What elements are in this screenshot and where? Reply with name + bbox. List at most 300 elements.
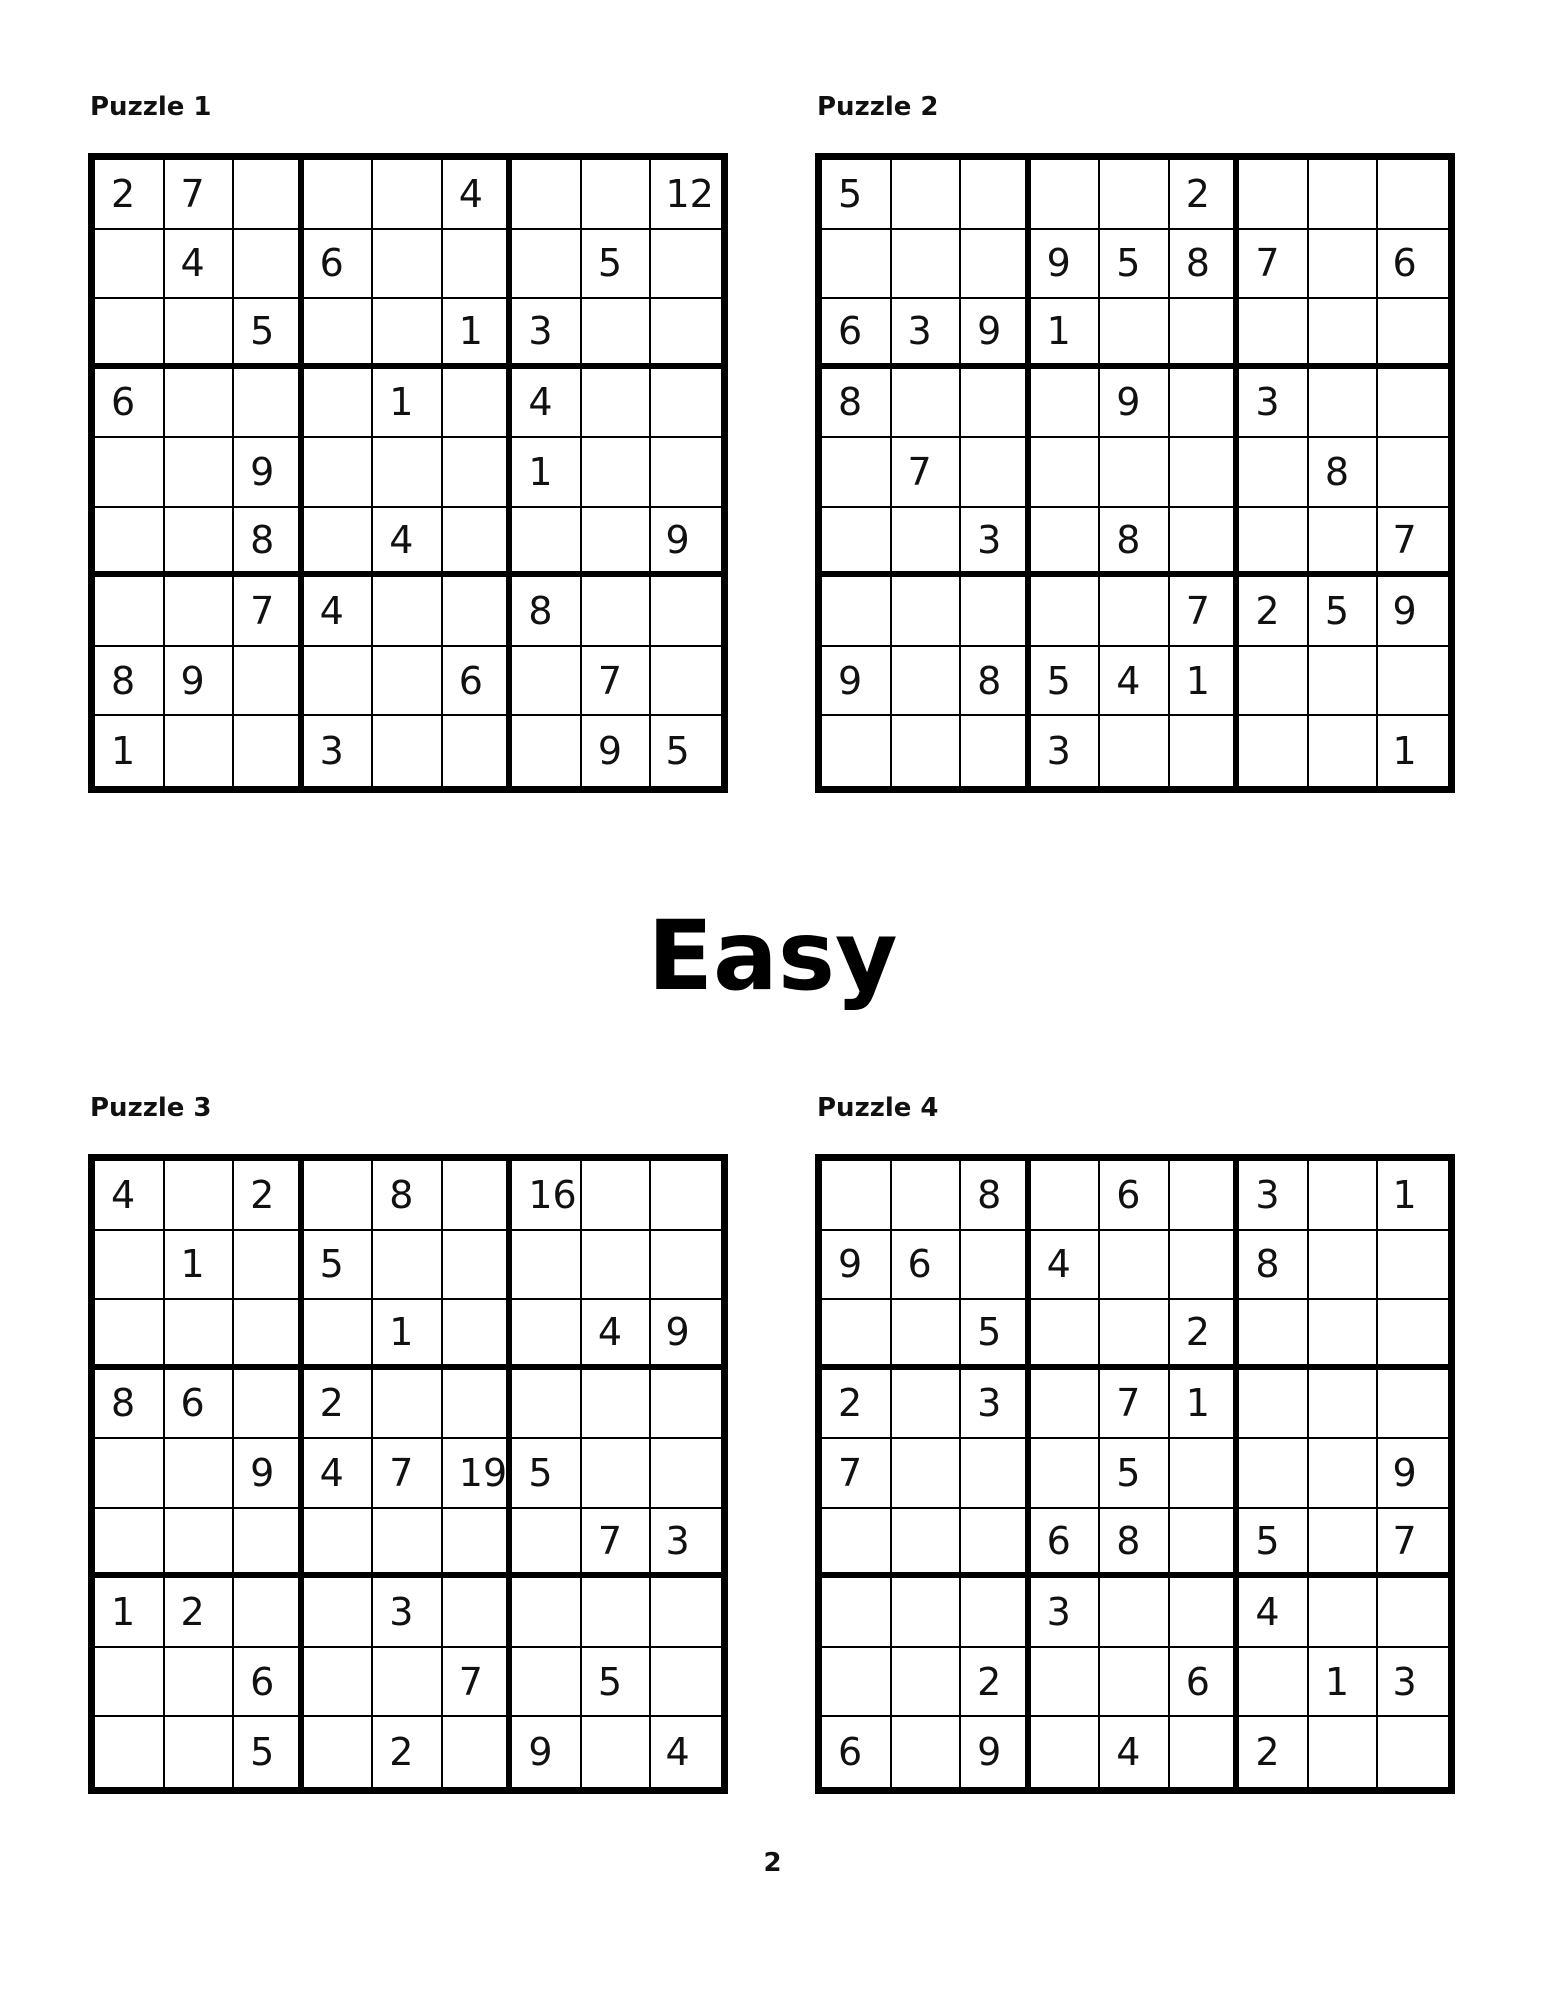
sudoku-cell xyxy=(1309,369,1379,439)
sudoku-cell xyxy=(443,1370,513,1440)
sudoku-cell xyxy=(1031,369,1101,439)
cell-digit: 5 xyxy=(1255,1518,1280,1563)
sudoku-cell xyxy=(165,1231,235,1301)
cell-digit: 1 xyxy=(389,1309,414,1354)
puzzle-label: Puzzle 3 xyxy=(90,1093,212,1123)
sudoku-cell xyxy=(1239,369,1309,439)
sudoku-cell xyxy=(1378,508,1448,578)
sudoku-cell xyxy=(1100,577,1170,647)
sudoku-cell xyxy=(1239,716,1309,786)
cell-digit: 3 xyxy=(319,729,344,774)
sudoku-cell xyxy=(165,230,235,300)
sudoku-cell xyxy=(892,508,962,578)
cell-digit: 3 xyxy=(977,517,1002,562)
cell-digit: 5 xyxy=(977,1309,1002,1354)
sudoku-cell xyxy=(1309,508,1379,578)
sudoku-cell xyxy=(373,508,443,578)
cell-digit: 2 xyxy=(111,171,136,216)
sudoku-cell xyxy=(512,508,582,578)
sudoku-cell xyxy=(822,1648,892,1718)
cell-digit: 5 xyxy=(1116,1450,1141,1495)
sudoku-cell xyxy=(1239,1300,1309,1370)
sudoku-cell xyxy=(961,716,1031,786)
sudoku-cell xyxy=(1170,1578,1240,1648)
sudoku-cell xyxy=(961,577,1031,647)
sudoku-cell xyxy=(1100,1717,1170,1787)
cell-digit: 9 xyxy=(1392,589,1417,634)
sudoku-cell xyxy=(304,1439,374,1509)
sudoku-cell xyxy=(1031,299,1101,369)
sudoku-cell xyxy=(651,1648,721,1718)
sudoku-cell xyxy=(234,369,304,439)
sudoku-cell xyxy=(95,508,165,578)
sudoku-cell xyxy=(651,1300,721,1370)
sudoku-cell xyxy=(582,1648,652,1718)
cell-digit: 8 xyxy=(389,1172,414,1217)
sudoku-cell xyxy=(1100,1161,1170,1231)
sudoku-cell xyxy=(1309,230,1379,300)
sudoku-cell xyxy=(1309,716,1379,786)
sudoku-cell xyxy=(1378,438,1448,508)
sudoku-cell xyxy=(1239,230,1309,300)
cell-digit: 2 xyxy=(977,1659,1002,1704)
sudoku-cell xyxy=(1309,299,1379,369)
sudoku-cell xyxy=(304,1300,374,1370)
sudoku-cell xyxy=(1309,438,1379,508)
sudoku-grid xyxy=(88,1154,728,1794)
sudoku-cell xyxy=(1378,1300,1448,1370)
sudoku-cell xyxy=(1100,716,1170,786)
sudoku-cell xyxy=(1239,1717,1309,1787)
sudoku-cell xyxy=(234,160,304,230)
sudoku-cell xyxy=(165,1648,235,1718)
sudoku-cell xyxy=(822,438,892,508)
sudoku-cell xyxy=(651,1717,721,1787)
puzzle-label: Puzzle 2 xyxy=(817,92,939,122)
puzzle-label: Puzzle 1 xyxy=(90,92,212,122)
sudoku-cell xyxy=(1309,1231,1379,1301)
sudoku-cell xyxy=(892,647,962,717)
sudoku-cell xyxy=(822,508,892,578)
sudoku-cell xyxy=(234,1578,304,1648)
sudoku-cell xyxy=(165,508,235,578)
sudoku-cell xyxy=(1170,160,1240,230)
sudoku-cell xyxy=(443,1648,513,1718)
sudoku-cell xyxy=(304,369,374,439)
sudoku-cell xyxy=(165,1439,235,1509)
sudoku-cell xyxy=(234,299,304,369)
sudoku-grid xyxy=(815,153,1455,793)
cell-digit: 1 xyxy=(1046,308,1071,353)
cell-digit: 9 xyxy=(838,1242,863,1287)
sudoku-cell xyxy=(512,160,582,230)
sudoku-cell xyxy=(1031,1231,1101,1301)
sudoku-cell xyxy=(1031,160,1101,230)
cell-digit: 5 xyxy=(1324,589,1350,634)
sudoku-cell xyxy=(1309,1439,1379,1509)
sudoku-cell xyxy=(651,508,721,578)
sudoku-cell xyxy=(234,230,304,300)
sudoku-cell xyxy=(1170,1370,1240,1440)
sudoku-cell xyxy=(304,1717,374,1787)
cell-digit: 7 xyxy=(1185,589,1210,634)
sudoku-cell xyxy=(822,230,892,300)
sudoku-cell xyxy=(443,508,513,578)
cell-digit: 9 xyxy=(665,517,690,562)
cell-digit: 3 xyxy=(528,308,553,353)
sudoku-cell xyxy=(443,1161,513,1231)
sudoku-cell xyxy=(651,160,721,230)
cell-digit: 5 xyxy=(250,308,275,353)
sudoku-cell xyxy=(443,230,513,300)
cell-digit: 6 xyxy=(1046,1518,1071,1563)
cell-digit: 8 xyxy=(1185,241,1210,286)
sudoku-cell xyxy=(1309,1300,1379,1370)
sudoku-cell xyxy=(822,369,892,439)
sudoku-cell xyxy=(1031,577,1101,647)
sudoku-cell xyxy=(373,1231,443,1301)
sudoku-cell xyxy=(234,1509,304,1579)
cell-digit: 7 xyxy=(389,1450,414,1495)
cell-digit: 4 xyxy=(1046,1242,1071,1287)
sudoku-cell xyxy=(443,716,513,786)
cell-digit: 8 xyxy=(1324,449,1350,494)
sudoku-cell xyxy=(582,438,652,508)
sudoku-cell xyxy=(512,230,582,300)
sudoku-cell xyxy=(165,1370,235,1440)
cell-digit: 5 xyxy=(597,1659,623,1704)
sudoku-cell xyxy=(582,369,652,439)
sudoku-cell xyxy=(95,1578,165,1648)
cell-digit: 3 xyxy=(389,1590,414,1635)
sudoku-cell xyxy=(1031,230,1101,300)
sudoku-cell xyxy=(961,1578,1031,1648)
sudoku-cell xyxy=(1170,1509,1240,1579)
sudoku-cell xyxy=(1100,647,1170,717)
cell-digit: 3 xyxy=(665,1518,690,1563)
sudoku-cell xyxy=(651,438,721,508)
cell-digit: 6 xyxy=(838,1730,863,1775)
sudoku-cell xyxy=(1031,1717,1101,1787)
cell-digit: 7 xyxy=(458,1659,483,1704)
cell-digit: 4 xyxy=(665,1730,690,1775)
cell-digit: 5 xyxy=(1046,658,1071,703)
cell-digit: 9 xyxy=(838,658,863,703)
sudoku-cell xyxy=(1239,1648,1309,1718)
sudoku-cell xyxy=(234,1648,304,1718)
sudoku-cell xyxy=(582,647,652,717)
sudoku-cell xyxy=(95,1370,165,1440)
sudoku-cell xyxy=(961,230,1031,300)
sudoku-cell xyxy=(373,1578,443,1648)
cell-digit: 6 xyxy=(1392,241,1417,286)
sudoku-cell xyxy=(512,299,582,369)
sudoku-cell xyxy=(1170,1648,1240,1718)
cell-digit: 9 xyxy=(665,1309,690,1354)
sudoku-cell xyxy=(373,1161,443,1231)
sudoku-cell xyxy=(822,1161,892,1231)
cell-digit: 7 xyxy=(597,1518,623,1563)
sudoku-cell xyxy=(95,438,165,508)
sudoku-cell xyxy=(373,160,443,230)
sudoku-cell xyxy=(234,1717,304,1787)
sudoku-cell xyxy=(961,1717,1031,1787)
cell-digit: 7 xyxy=(1392,1518,1417,1563)
sudoku-cell xyxy=(373,1300,443,1370)
cell-digit: 4 xyxy=(180,241,205,286)
cell-digit: 2 xyxy=(180,1590,205,1635)
sudoku-cell xyxy=(443,369,513,439)
sudoku-cell xyxy=(165,1717,235,1787)
cell-digit: 8 xyxy=(111,658,136,703)
cell-digit: 7 xyxy=(1392,517,1417,562)
sudoku-cell xyxy=(822,299,892,369)
cell-digit: 1 xyxy=(1392,1172,1417,1217)
sudoku-cell xyxy=(1309,647,1379,717)
sudoku-cell xyxy=(165,1578,235,1648)
sudoku-cell xyxy=(373,1717,443,1787)
sudoku-cell xyxy=(1100,438,1170,508)
sudoku-cell xyxy=(822,1439,892,1509)
cell-digit: 8 xyxy=(250,517,275,562)
sudoku-cell xyxy=(1031,1439,1101,1509)
cell-digit: 1 xyxy=(111,1590,136,1635)
cell-digit: 6 xyxy=(180,1381,205,1426)
cell-digit: 9 xyxy=(977,1730,1002,1775)
sudoku-cell xyxy=(512,1300,582,1370)
sudoku-cell xyxy=(651,647,721,717)
sudoku-cell xyxy=(892,1231,962,1301)
sudoku-cell xyxy=(1309,1161,1379,1231)
sudoku-cell xyxy=(892,1300,962,1370)
cell-digit: 6 xyxy=(907,1242,932,1287)
sudoku-cell xyxy=(443,1300,513,1370)
sudoku-cell xyxy=(582,299,652,369)
sudoku-cell xyxy=(95,1300,165,1370)
sudoku-cell xyxy=(892,1439,962,1509)
sudoku-cell xyxy=(95,299,165,369)
sudoku-cell xyxy=(1378,299,1448,369)
cell-digit: 3 xyxy=(977,1381,1002,1426)
sudoku-cell xyxy=(1239,299,1309,369)
sudoku-cell xyxy=(582,1231,652,1301)
cell-digit: 4 xyxy=(597,1309,623,1354)
sudoku-cell xyxy=(304,230,374,300)
cell-digit: 4 xyxy=(1116,1730,1141,1775)
sudoku-cell xyxy=(1100,160,1170,230)
sudoku-cell xyxy=(1239,1231,1309,1301)
sudoku-cell xyxy=(165,369,235,439)
sudoku-cell xyxy=(1239,438,1309,508)
sudoku-cell xyxy=(1309,1717,1379,1787)
sudoku-cell xyxy=(512,1161,582,1231)
sudoku-cell xyxy=(1309,160,1379,230)
sudoku-cell xyxy=(512,1370,582,1440)
sudoku-cell xyxy=(582,577,652,647)
cell-digit: 8 xyxy=(977,658,1002,703)
sudoku-cell xyxy=(1031,1509,1101,1579)
cell-digit: 9 xyxy=(250,449,275,494)
sudoku-cell xyxy=(512,438,582,508)
cell-digit: 4 xyxy=(319,1450,344,1495)
sudoku-cell xyxy=(95,230,165,300)
sudoku-cell xyxy=(165,299,235,369)
cell-digit: 3 xyxy=(1046,1590,1071,1635)
cell-digit: 1 xyxy=(528,449,553,494)
sudoku-cell xyxy=(892,1648,962,1718)
sudoku-cell xyxy=(582,160,652,230)
sudoku-cell xyxy=(651,577,721,647)
cell-digit: 8 xyxy=(977,1172,1002,1217)
cell-digit: 3 xyxy=(1255,380,1280,425)
sudoku-cell xyxy=(651,230,721,300)
sudoku-cell xyxy=(651,716,721,786)
cell-digit: 2 xyxy=(838,1381,863,1426)
sudoku-cell xyxy=(304,160,374,230)
sudoku-cell xyxy=(961,438,1031,508)
sudoku-cell xyxy=(234,647,304,717)
cell-digit: 8 xyxy=(1116,1518,1141,1563)
sudoku-cell xyxy=(1100,1231,1170,1301)
cell-digit: 5 xyxy=(597,241,623,286)
cell-digit: 6 xyxy=(250,1659,275,1704)
sudoku-cell xyxy=(1100,230,1170,300)
cell-digit: 9 xyxy=(597,729,623,774)
sudoku-cell xyxy=(1031,1161,1101,1231)
sudoku-cell xyxy=(95,1648,165,1718)
sudoku-cell xyxy=(165,716,235,786)
sudoku-cell xyxy=(443,1231,513,1301)
sudoku-cell xyxy=(1170,1161,1240,1231)
sudoku-cell xyxy=(651,1161,721,1231)
sudoku-cell xyxy=(304,577,374,647)
cell-digit: 8 xyxy=(838,380,863,425)
sudoku-cell xyxy=(373,369,443,439)
cell-digit: 7 xyxy=(597,658,623,703)
sudoku-cell xyxy=(822,1300,892,1370)
sudoku-cell xyxy=(892,577,962,647)
sudoku-cell xyxy=(892,299,962,369)
sudoku-cell xyxy=(822,716,892,786)
sudoku-cell xyxy=(304,1231,374,1301)
sudoku-cell xyxy=(1031,716,1101,786)
sudoku-cell xyxy=(961,1439,1031,1509)
cell-digit: 2 xyxy=(389,1730,414,1775)
cell-digit: 1 xyxy=(1185,1381,1210,1426)
sudoku-cell xyxy=(961,647,1031,717)
sudoku-cell xyxy=(892,1578,962,1648)
sudoku-cell xyxy=(1170,230,1240,300)
cell-digit: 1 xyxy=(1185,658,1210,703)
sudoku-cell xyxy=(165,438,235,508)
cell-digit: 7 xyxy=(838,1450,863,1495)
sudoku-cell xyxy=(234,508,304,578)
sudoku-cell xyxy=(95,1161,165,1231)
cell-digit: 6 xyxy=(458,658,483,703)
sudoku-cell xyxy=(582,1717,652,1787)
cell-digit: 4 xyxy=(389,517,414,562)
sudoku-cell xyxy=(95,716,165,786)
sudoku-cell xyxy=(304,508,374,578)
sudoku-cell xyxy=(1031,647,1101,717)
cell-digit: 2 xyxy=(250,1172,275,1217)
sudoku-cell xyxy=(1100,508,1170,578)
sudoku-cell xyxy=(304,1578,374,1648)
sudoku-cell xyxy=(1170,1717,1240,1787)
sudoku-cell xyxy=(822,577,892,647)
sudoku-cell xyxy=(651,369,721,439)
sudoku-cell xyxy=(95,577,165,647)
cell-digit: 4 xyxy=(111,1172,136,1217)
cell-digit: 9 xyxy=(250,1450,275,1495)
sudoku-cell xyxy=(234,1231,304,1301)
sudoku-cell xyxy=(165,647,235,717)
sudoku-cell xyxy=(822,1578,892,1648)
cell-digit: 5 xyxy=(1116,241,1141,286)
sudoku-cell xyxy=(1309,577,1379,647)
sudoku-cell xyxy=(1239,1509,1309,1579)
cell-digit: 9 xyxy=(1392,1450,1417,1495)
sudoku-cell xyxy=(373,1370,443,1440)
cell-digit: 7 xyxy=(180,171,205,216)
cell-digit: 7 xyxy=(1116,1381,1141,1426)
cell-digit: 5 xyxy=(838,171,863,216)
sudoku-cell xyxy=(961,1300,1031,1370)
sudoku-cell xyxy=(1309,1370,1379,1440)
sudoku-cell xyxy=(1031,508,1101,578)
sudoku-cell xyxy=(1170,508,1240,578)
sudoku-cell xyxy=(582,508,652,578)
sudoku-cell xyxy=(1239,1161,1309,1231)
cell-digit: 1 xyxy=(1324,1659,1350,1704)
page-number: 2 xyxy=(763,1848,782,1878)
sudoku-cell xyxy=(512,1648,582,1718)
sudoku-cell xyxy=(304,1370,374,1440)
sudoku-cell xyxy=(373,577,443,647)
cell-digit: 9 xyxy=(977,308,1002,353)
sudoku-cell xyxy=(443,1717,513,1787)
sudoku-cell xyxy=(1100,1578,1170,1648)
sudoku-cell xyxy=(1378,1231,1448,1301)
cell-digit: 1 xyxy=(1392,729,1417,774)
sudoku-cell xyxy=(892,438,962,508)
sudoku-cell xyxy=(822,1231,892,1301)
sudoku-cell xyxy=(961,160,1031,230)
sudoku-cell xyxy=(95,1717,165,1787)
sudoku-cell xyxy=(582,1439,652,1509)
sudoku-cell xyxy=(1100,1300,1170,1370)
sudoku-cell xyxy=(165,1161,235,1231)
cell-digit: 6 xyxy=(1185,1659,1210,1704)
sudoku-cell xyxy=(373,647,443,717)
sudoku-cell xyxy=(1239,1370,1309,1440)
sudoku-cell xyxy=(582,1161,652,1231)
sudoku-cell xyxy=(822,160,892,230)
sudoku-cell xyxy=(373,716,443,786)
sudoku-cell xyxy=(512,369,582,439)
cell-digit: 2 xyxy=(1185,171,1210,216)
sudoku-cell xyxy=(1170,438,1240,508)
sudoku-cell xyxy=(443,577,513,647)
sudoku-cell xyxy=(651,1231,721,1301)
sudoku-cell xyxy=(961,369,1031,439)
cell-digit: 6 xyxy=(838,308,863,353)
sudoku-cell xyxy=(165,1509,235,1579)
sudoku-cell xyxy=(95,369,165,439)
cell-digit: 9 xyxy=(1116,380,1141,425)
cell-digit: 2 xyxy=(319,1381,344,1426)
sudoku-cell xyxy=(1378,1648,1448,1718)
